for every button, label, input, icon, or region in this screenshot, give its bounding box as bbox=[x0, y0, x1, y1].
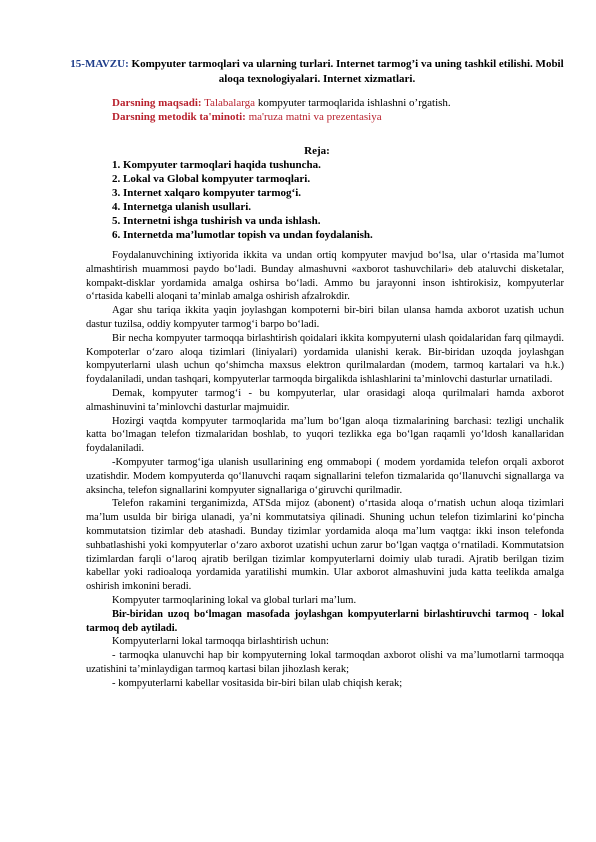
lesson-goal bbox=[112, 96, 451, 110]
paragraph: Bir necha kompyuter tarmoqqa birlashtirish qoidalari ikkita kompyuterni ulash qoidalaridan farq qilmaydi. Kompoterlar o‘zaro aloqa tizimlari (liniyalari) yordamida ulanishi kerak. Bir-biridan uzoqda joylashgan kompyuterlarni ulash uchun qo‘shimcha maxsus elektron qurilmalardan (modem, tarmoq kartalari va h.k.) foydalaniladi, undan tashqari, kompyuterlar tarmoqda birgalikda ishlashlarini ta’minlovchi dasturlar urnatiladi. bbox=[86, 332, 564, 386]
plan-item: 4. Internetga ulanish usullari. bbox=[112, 201, 252, 213]
paragraph: Kompyuter tarmoqlarining lokal va global turlari ma’lum. bbox=[112, 594, 357, 606]
paragraph: Foydalanuvchining ixtiyorida ikkita va undan ortiq kompyuter mavjud bo‘lsa, ular o‘rtasida ma’lumot almashtirish muammosi paydo bo‘ladi. Bunday almashuvni «axborot tashuvchilari» deb ataluvchi disketalar, kompakt-disklar yordamida amalga oshirsa bo‘ladi. Ammo bu jarayonni inson ishtirokisiz, kompyuterlar o‘rtasida kabelli aloqani ta’minlab amalga oshirish afzalrokdir. bbox=[86, 250, 564, 303]
topic-title: Kompyuter tarmoqlari va ularning turlari. Internet tarmog’i va uning tashkil etilishi. Mobil aloqa texnologiyalari. Internet xizmatlari. bbox=[128, 58, 564, 85]
body-text bbox=[86, 249, 564, 691]
paragraph: -Kompyuter tarmog‘iga ulanish usullarining eng ommabopi ( modem yordamida telefon orqali axborot uzatishdir. Modem kompyuterda qo‘llanuvchi raqam signallarini telefon tizmalarida qo‘llanuvchi signallarga va aksincha, telefon signallarini kompyuter signallariga o‘giruvchi qurilmadir. bbox=[86, 456, 564, 496]
plan-list bbox=[112, 158, 373, 242]
goal-highlight: Talabalarga bbox=[204, 97, 256, 109]
paragraph: Demak, kompyuter tarmog‘i - bu kompyuterlar, ular orasidagi aloqa qurilmalari hamda axborot almashinuvini ta’minlovchi dasturlar majmuidir. bbox=[86, 387, 564, 413]
paragraph: - tarmoqka ulanuvchi hap bir kompyuterning lokal tarmoqdan axborot olishi va ma’lumotlarni tarmoqqa uzatishini ta’minlaydigan tarmoq kartasi bilan jihozlash kerak; bbox=[86, 650, 564, 675]
topic-heading bbox=[70, 57, 564, 87]
paragraph: Agar shu tariqa ikkita yaqin joylashgan kompoterni bir-biri bilan ulansa hamda axborot uzatish uchun dastur tuzilsa, oddiy kompyuter tarmog‘i barpo bo‘ladi. bbox=[86, 305, 564, 330]
support-text: ma'ruza matni va prezentasiya bbox=[245, 111, 382, 123]
lesson-support bbox=[112, 110, 382, 124]
support-label: Darsning metodik ta'minoti: bbox=[112, 111, 246, 123]
plan-item: 1. Kompyuter tarmoqlari haqida tushuncha. bbox=[112, 159, 321, 171]
plan-title: Reja: bbox=[304, 145, 330, 157]
topic-label: 15-MAVZU: bbox=[70, 58, 129, 70]
paragraph: - kompyuterlarni kabellar vositasida bir-biri bilan ulab chiqish kerak; bbox=[112, 677, 403, 689]
paragraph-definition: Bir-biridan uzoq bo‘lmagan masofada joylashgan kompyuterlarni birlashtiruvchi tarmoq - lokal tarmoq deb aytiladi. bbox=[86, 608, 564, 634]
paragraph: Telefon rakamini terganimizda, ATSda mijoz (abonent) o‘rtasida aloqa o‘rnatish uchun aloqa tizimlari ma’lum usulda bir biriga ulanadi, ya’ni kommutatsiya qilinadi. Shuning uchun telefon tizimlarini ko‘pincha kommutatsion tizimlar deb atashadi. Bunday tizimlar yordamida aloqa ma’lum vaqtga: ikki inson telefonda suhbatlashishi yoki kompyuterlar o‘zaro axborot uzatishi uchun zarur bo‘lgan vaqtga o‘rnatiladi. Kommutatsion tizimlardan farqli o‘laroq ajratib berilgan tizimlar kompyuterlarni doimiy ulab turadi. Ajratib berilgan tizim kabellar yoki radioaloqa yordamida yaratilishi mumkin. Ular axborot almashuvini juda katta teelikda amalga oshirish imkonini beradi. bbox=[86, 498, 564, 593]
paragraph: Hozirgi vaqtda kompyuter tarmoqlarida ma’lum bo‘lgan aloqa tizmalarining barchasi: tezligi unchalik katta bo‘lmagan telefon tizmalaridan boshlab, to yuqori tezlikka ega bo‘lgan raqamli yo‘ldosh kanallaridan foydalaniladi. bbox=[86, 415, 564, 455]
plan-item: 2. Lokal va Global kompyuter tarmoqlari. bbox=[112, 173, 311, 185]
paragraph: Kompyuterlarni lokal tarmoqqa birlashtirish uchun: bbox=[112, 636, 329, 648]
plan-item: 3. Internet xalqaro kompyuter tarmog‘i. bbox=[112, 187, 302, 199]
goal-text: kompyuter tarmoqlarida ishlashni o’rgatish. bbox=[255, 97, 451, 109]
plan-item: 5. Internetni ishga tushirish va unda ishlash. bbox=[112, 215, 321, 227]
goal-label: Darsning maqsadi: bbox=[112, 97, 202, 109]
plan-item: 6. Internetda ma’lumotlar topish va undan foydalanish. bbox=[112, 229, 373, 241]
